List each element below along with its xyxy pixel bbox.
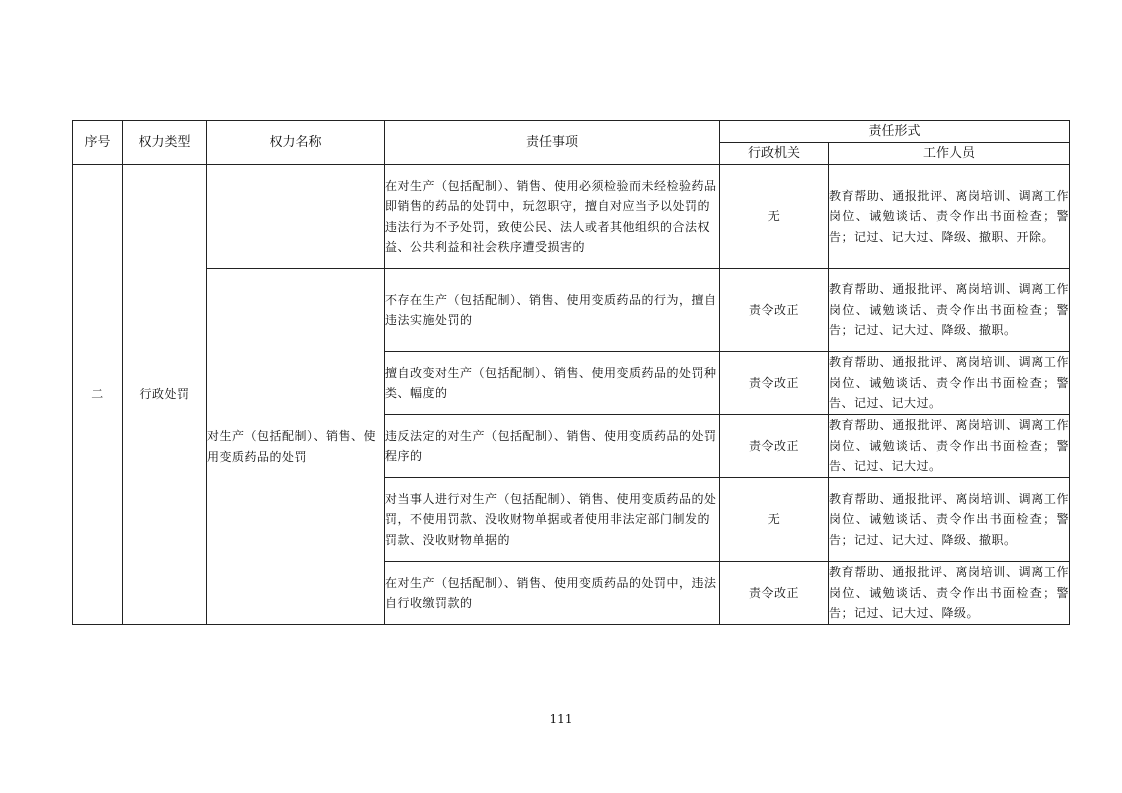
staff-cell: 教育帮助、通报批评、离岗培训、调离工作岗位、诫勉谈话、责令作出书面检查；警告；记过、记大过、降级、撤职。 — [829, 269, 1070, 352]
power-name-cell-2: 对生产（包括配制）、销售、使用变质药品的处罚 — [207, 269, 385, 625]
agency-cell: 责令改正 — [720, 352, 829, 415]
duty-item-cell: 违反法定的对生产（包括配制）、销售、使用变质药品的处罚程序的 — [385, 415, 720, 478]
header-duty-item: 责任事项 — [385, 121, 720, 165]
table-row — [73, 165, 1070, 269]
table-row — [73, 269, 1070, 352]
staff-cell: 教育帮助、通报批评、离岗培训、调离工作岗位、诫勉谈话、责令作出书面检查；警告；记过、记大过、降级。 — [829, 562, 1070, 625]
agency-cell: 无 — [720, 478, 829, 562]
seq-cell: 二 — [73, 165, 123, 625]
power-name-cell-1 — [207, 165, 385, 269]
agency-cell: 责令改正 — [720, 562, 829, 625]
header-power-type: 权力类型 — [123, 121, 207, 165]
responsibility-table — [72, 120, 1070, 625]
header-power-name: 权力名称 — [207, 121, 385, 165]
duty-item-cell: 在对生产（包括配制）、销售、使用变质药品的处罚中，违法自行收缴罚款的 — [385, 562, 720, 625]
table-header-row — [73, 121, 1070, 143]
staff-cell: 教育帮助、通报批评、离岗培训、调离工作岗位、诫勉谈话、责令作出书面检查；警告；记过、记大过、降级、撤职。 — [829, 478, 1070, 562]
agency-cell: 责令改正 — [720, 269, 829, 352]
power-type-cell: 行政处罚 — [123, 165, 207, 625]
header-agency: 行政机关 — [720, 143, 829, 165]
duty-item-cell: 对当事人进行对生产（包括配制）、销售、使用变质药品的处罚，不使用罚款、没收财物单据或者使用非法定部门制发的罚款、没收财物单据的 — [385, 478, 720, 562]
staff-cell: 教育帮助、通报批评、离岗培训、调离工作岗位、诫勉谈话、责令作出书面检查；警告、记过、记大过。 — [829, 415, 1070, 478]
page-number: 111 — [549, 712, 573, 726]
agency-cell: 责令改正 — [720, 415, 829, 478]
staff-cell: 教育帮助、通报批评、离岗培训、调离工作岗位、诫勉谈话、责令作出书面检查；警告；记过、记大过、降级、撤职、开除。 — [829, 165, 1070, 269]
duty-item-cell: 擅自改变对生产（包括配制）、销售、使用变质药品的处罚种类、幅度的 — [385, 352, 720, 415]
header-duty-form: 责任形式 — [720, 121, 1070, 143]
header-staff: 工作人员 — [829, 143, 1070, 165]
staff-cell: 教育帮助、通报批评、离岗培训、调离工作岗位、诫勉谈话、责令作出书面检查；警告、记过、记大过。 — [829, 352, 1070, 415]
header-seq: 序号 — [73, 121, 123, 165]
duty-item-cell: 不存在生产（包括配制）、销售、使用变质药品的行为，擅自违法实施处罚的 — [385, 269, 720, 352]
duty-item-cell: 在对生产（包括配制）、销售、使用必须检验而未经检验药品即销售的药品的处罚中，玩忽职守，擅自对应当予以处罚的违法行为不予处罚，致使公民、法人或者其他组织的合法权益、公共利益和社会秩序遭受损害的 — [385, 165, 720, 269]
agency-cell: 无 — [720, 165, 829, 269]
